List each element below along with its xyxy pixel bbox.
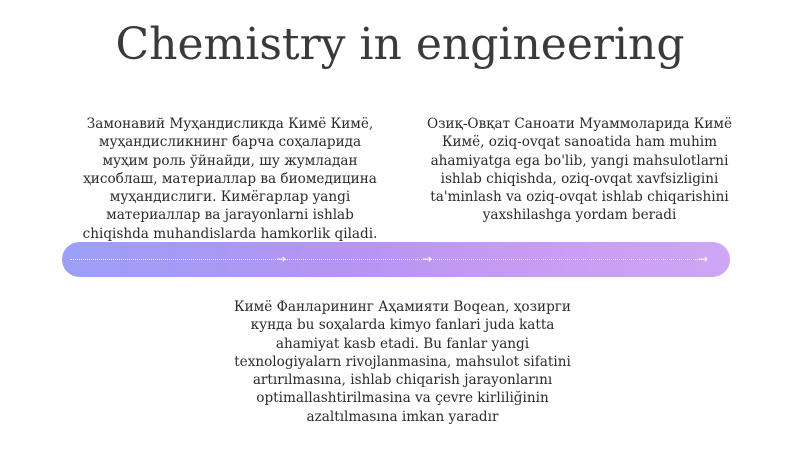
timeline-dotted-line bbox=[70, 259, 704, 260]
text-block-chemistry-importance: Кимё Фанларининг Аҳамияти Boqean, ҳозирги кунда bu soҳalarda kimyo fanlari juda katta ahamiyat kasb etadi. Bu fanlar yangi texnologiyalarn rivojlanmasina, mahsulot sifatini artırılmasına, ishlab chiqarish jarayonlarını optimallashtirilmasina va çevre kirliliğinin azaltılmasına imkan yaradır bbox=[234, 299, 571, 425]
slide-title: Chemistry in engineering bbox=[115, 19, 685, 70]
text-block-modern-engineering: Замонавий Муҳандисликда Кимё Кимё, муҳандисликнинг барча соҳаларида муҳим роль ўйнайди, шу жумладан ҳисоблаш, материаллар ва биомедицина муҳандислиги. Кимёгарлар yangi материаллар ва jarayonlarni ishlab chiqishda muhandislarda hamkorlik qiladi. bbox=[82, 116, 378, 242]
arrow-right-icon: → bbox=[276, 252, 287, 266]
arrow-right-icon: → bbox=[698, 252, 709, 266]
text-block-food-industry: Озиқ-Овқат Саноати Муаммоларида Кимё Кимё, oziq-ovqat sanoatida ham muhim ahamiyatga ega bo'lib, yangi mahsulotlarni ishlab chiqishda, oziq-ovqat xavfsizligini ta'minlash va oziq-ovqat ishlab chiqarishini yaxshilashga yordam beradi bbox=[426, 116, 733, 224]
arrow-right-icon: → bbox=[422, 252, 433, 266]
